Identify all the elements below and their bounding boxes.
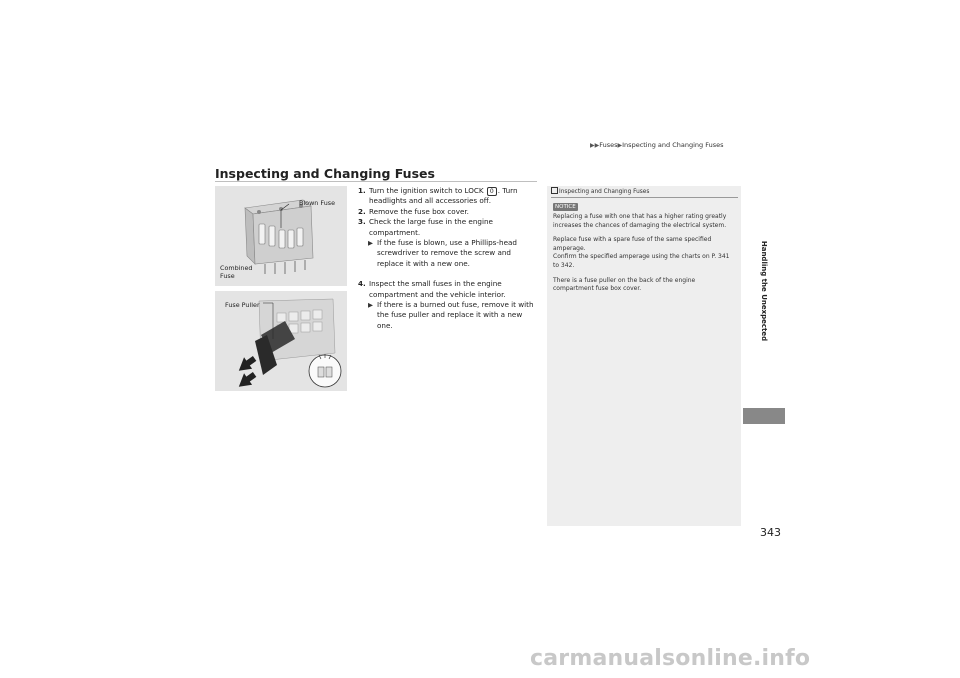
breadcrumb-separator-icon: ▶ [617, 142, 623, 149]
note-body [553, 213, 737, 300]
step-text: Turn the ignition switch to LOCK [369, 186, 486, 195]
step-text: Check the large fuse in the engine compartment. [369, 217, 493, 237]
reference-icon [551, 187, 558, 194]
lock-key-icon: 0 [487, 187, 497, 196]
substep-text: If there is a burned out fuse, remove it with the fuse puller and replace it with a new one. [377, 300, 534, 330]
step-text: Inspect the small fuses in the engine compartment and the vehicle interior. [369, 279, 506, 299]
step-number: 4. [358, 279, 366, 289]
chapter-side-label [740, 176, 788, 406]
note-paragraph: Replacing a fuse with one that has a higher rating greatly increases the chances of damaging the electrical system. [553, 213, 727, 229]
page-number: 343 [760, 526, 781, 539]
breadcrumb [590, 141, 724, 149]
combined-fuse-callout-line1: Combined [220, 264, 253, 272]
page-title: Inspecting and Changing Fuses [215, 166, 435, 181]
step-number: 2. [358, 206, 366, 216]
substep-text: If the fuse is blown, use a Phillips-head screwdriver to remove the screw and replace it with a new one. [377, 238, 517, 268]
chapter-tab [743, 408, 785, 424]
blown-fuse-callout: Blown Fuse [299, 199, 336, 207]
substep-arrow-icon: ▶ [368, 301, 373, 310]
step-number: 3. [358, 217, 366, 227]
breadcrumb-section[interactable]: Fuses [599, 141, 618, 149]
step-number: 1. [358, 186, 366, 195]
step-2 [358, 207, 538, 217]
note-paragraph: Replace fuse with a spare fuse of the same specified amperage. [553, 236, 712, 252]
note-paragraph: Confirm the specified amperage using the charts on P. 341 to 342. [553, 253, 730, 269]
note-divider [551, 197, 738, 198]
step-4 [358, 279, 538, 300]
title-divider [215, 181, 537, 182]
combined-fuse-callout-line2: Fuse [220, 272, 235, 280]
substep-arrow-icon: ▶ [368, 239, 373, 248]
step-3 [358, 217, 538, 238]
step-1 [358, 186, 538, 207]
combined-fuse-illustration [215, 186, 347, 286]
note-heading-text: Inspecting and Changing Fuses [559, 189, 650, 195]
step-text: Remove the fuse box cover. [369, 206, 469, 216]
watermark: carmanualsonline.info [530, 646, 811, 671]
step-3-substep [358, 238, 538, 269]
breadcrumb-arrow-icon: ▶▶ [590, 142, 600, 149]
notice-badge: NOTICE [555, 204, 576, 210]
fuse-puller-illustration [215, 291, 347, 391]
note-heading [551, 187, 649, 195]
fuse-puller-callout: Fuse Puller [225, 301, 260, 309]
procedure-steps [358, 186, 538, 331]
chapter-side-label-text: Handling the Unexpected [760, 240, 768, 342]
breadcrumb-topic[interactable]: Inspecting and Changing Fuses [622, 141, 724, 149]
step-4-substep [358, 300, 538, 331]
note-paragraph: There is a fuse puller on the back of the engine compartment fuse box cover. [553, 276, 696, 293]
step-text-cont: . Turn headlights and all accessories off. [369, 186, 518, 206]
